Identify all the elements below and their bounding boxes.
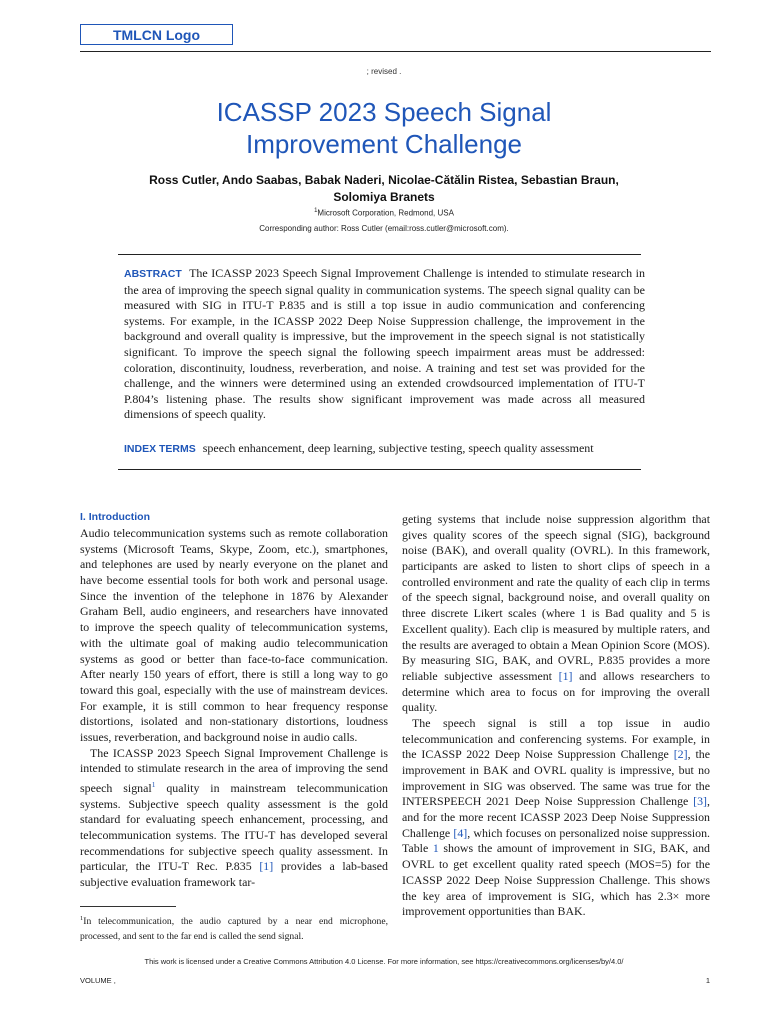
footnote-rule — [80, 906, 176, 907]
section-heading-introduction: I. Introduction — [80, 511, 150, 523]
page-number: 1 — [705, 976, 710, 985]
citation-link-1[interactable]: [1] — [259, 859, 274, 874]
index-terms-text: speech enhancement, deep learning, subjective testing, speech quality assessment — [202, 441, 594, 455]
p3-text-a: The speech signal is still a top issue in audio telecommunication and conferencing systems. For example, in the ICASSP 2022 Deep Noise Suppression Challenge — [402, 715, 710, 762]
abstract-label: ABSTRACT — [124, 268, 182, 280]
affiliation-text: Microsoft Corporation, Redmond, USA — [317, 208, 454, 218]
title-line-2: Improvement Challenge — [245, 129, 523, 159]
volume-label: VOLUME , — [80, 976, 116, 985]
index-terms-label: INDEX TERMS — [124, 443, 196, 455]
footnote-mark: 1 — [80, 915, 84, 922]
paper-title — [100, 96, 668, 160]
index-terms — [124, 441, 645, 457]
p2-text-a: The ICASSP 2023 Speech Signal Improvement Challenge is intended to stimulate research in the area of improving the send speech signal — [80, 745, 388, 795]
title-line-1: ICASSP 2023 Speech Signal — [216, 97, 552, 127]
footnote — [80, 911, 388, 944]
abstract-text: The ICASSP 2023 Speech Signal Improvement Challenge is intended to stimulate research in the area of improving the speech signal quality in communication systems. The speech signal quality can be measured with SIG in ITU-T P.835 and is still a top issue in audio communication and conferencing systems. For example, in the ICASSP 2022 Deep Noise Suppression challenge, the improvement in the background and overall quality is impressive, but the improvement in the speech signal is not statistically significant. To improve the speech signal the following speech impairment areas must be addressed: coloration, discontinuity, loudness, reverberation, and noise. A training and test set was provided for the challenge, and the winners were determined using an extended crowdsourced implementation of ITU-T P.804’s listening phase. The results show significant improvement was made across all measured dimensions of speech quality. — [124, 266, 645, 422]
footnote-text: In telecommunication, the audio captured by a near end microphone, processed, and sent to the far end is called the send signal. — [80, 916, 388, 943]
citation-link-1b[interactable]: [1] — [558, 668, 573, 683]
p2-text-c-end: geting systems that include noise suppression algorithm that gives quality scores of the speech signal (SIG), background noise (BAK), and overall quality (OVRL). In this framework, participants are asked to listen to short clips of speech in a controlled environment and rate the quality of each clip in terms of the speech signal, background noise, and overall quality on three discrete Likert scales (where 1 is Bad quality and 5 is Excellent quality). Each clip is measured by multiple raters, and the results are averaged to obtain a Mean Opinion Score (MOS). By measuring SIG, BAK, and OVRL, P.835 provides a more reliable subjective assessment — [402, 512, 710, 683]
citation-link-4[interactable]: [4] — [453, 825, 468, 840]
authors-line-2: Solomiya Branets — [333, 190, 435, 204]
header-rule — [80, 51, 711, 52]
affiliation-mark: 1 — [314, 208, 318, 214]
intro-paragraph-2-cont — [402, 512, 710, 716]
revised-note: ; revised . — [366, 67, 402, 76]
right-column — [402, 512, 710, 920]
left-column — [80, 510, 388, 891]
p3-text-e: shows the amount of improvement in SIG, BAK, and OVRL to get excellent quality rated speech (MOS=5) for the ICASSP 2022 Deep Noise Suppression Challenge. This shows the key area of improvement is SIG, which has 2.3× more improvement opportunities than BAK. — [402, 841, 710, 919]
license-notice: This work is licensed under a Creative Commons Attribution 4.0 License. For more information, see https://creativecommons.org/licenses/by/4.0/ — [144, 957, 624, 966]
intro-paragraph-2 — [80, 746, 388, 891]
p2-text-b: quality in mainstream telecommunication systems. Subjective speech quality assessment is the gold standard for evaluating speech enhancement, processing, and telecommunication systems. The ITU-T has developed several recommendations for subjective speech quality assessment. In particular, the ITU-T Rec. P.835 — [80, 780, 389, 874]
p3-text-d: , which focuses on personalized noise suppression. Table — [402, 825, 710, 856]
authors-line-1: Ross Cutler, Ando Saabas, Babak Naderi, Nicolae-Cătălin Ristea, Sebastian Braun, — [149, 173, 619, 187]
affiliation — [0, 208, 768, 218]
p2-text-c-start: provides a lab-based subjective evaluation framework tar- — [80, 859, 388, 890]
abstract-bottom-rule — [118, 469, 641, 470]
citation-link-3[interactable]: [3] — [693, 794, 708, 809]
author-list — [120, 172, 648, 206]
journal-logo: TMLCN Logo — [80, 24, 233, 45]
intro-paragraph-3 — [402, 716, 710, 920]
table-ref-link[interactable]: 1 — [432, 841, 439, 856]
p2-text-d: and allows researchers to determine which area to focus on for improving the overall quality. — [402, 668, 710, 715]
abstract-top-rule — [118, 254, 641, 255]
p3-text-c: , and for the more recent ICASSP 2023 Deep Noise Suppression Challenge — [402, 794, 710, 840]
citation-link-2[interactable]: [2] — [673, 747, 688, 762]
intro-paragraph-1: Audio telecommunication systems such as remote collaboration systems (Microsoft Teams, Skype, Zoom, etc.), smartphones, and telephones are used by nearly everyone on the planet and have become essential tools for both work and personal usage. Since the invention of the telephone in 1876 by Alexander Graham Bell, audio engineers, and researchers have innovated to improve the speech quality of telecommunication systems, with the ultimate goal of making audio telecommunication systems as good or better than face-to-face communication. After nearly 150 years of effort, there is still a long way to go toward this goal, especially with the use of mainstream devices. For example, it is still common to hear frequency response distortions, isolated and non-stationary distortions, loudness issues, reverberation, and background noise in audio calls. — [80, 526, 388, 744]
abstract — [124, 266, 645, 423]
corresponding-author: Corresponding author: Ross Cutler (email:ross.cutler@microsoft.com). — [259, 224, 509, 233]
footnote-ref-1[interactable]: 1 — [151, 780, 156, 789]
p3-text-b: , the improvement in BAK and OVRL quality is impressive, but no improvement in SIG was observed. The same was true for the INTERSPEECH 2021 Deep Noise Suppression Challenge — [402, 747, 710, 809]
